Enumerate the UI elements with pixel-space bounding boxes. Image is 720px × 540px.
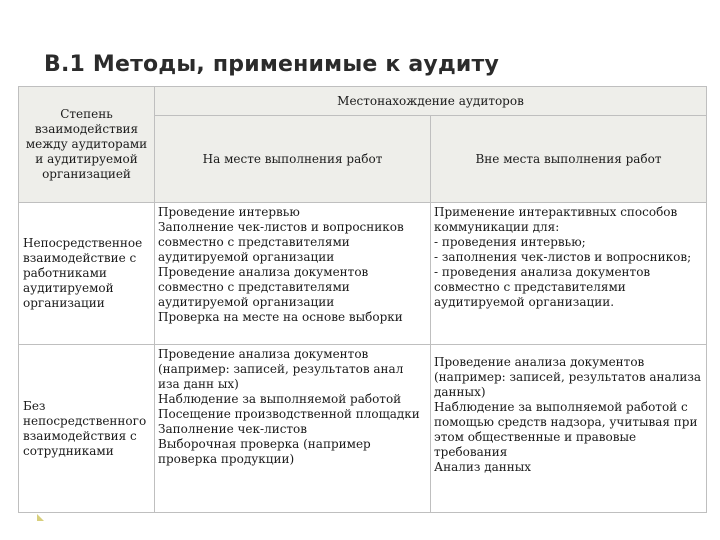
list-item: Проведение анализа документов (например: записей, результатов анал иза данн ых) — [158, 347, 404, 391]
cell-direct-offsite — [431, 203, 707, 345]
list-item: Наблюдение за выполняемой работой с помощью средств надзора, учитывая при этом общественные и правовые требования — [434, 400, 698, 459]
list-item: Применение интерактивных способов коммуникации для: — [434, 205, 678, 234]
location-header-cell — [155, 86, 707, 116]
column-header-offsite — [431, 116, 707, 203]
list-item: Заполнение чек-листов — [158, 422, 308, 436]
row-header-direct-text: Непосредственное взаимодействие с работниками аудитируемой организации — [23, 236, 143, 310]
corner-header-cell — [18, 86, 155, 203]
list-item: Проведение интервью — [158, 205, 300, 219]
list-item: Проведение анализа документов (например: записей, результатов анализа данных) — [434, 355, 702, 399]
column-header-onsite — [155, 116, 431, 203]
column-header-offsite-text: Вне места выполнения работ — [475, 151, 662, 166]
row-header-indirect-text: Без непосредственного взаимодействия с сотрудниками — [23, 398, 147, 458]
cell-direct-onsite — [155, 203, 431, 345]
list-item: Наблюдение за выполняемой работой — [158, 392, 402, 406]
list-item: Заполнение чек-листов и вопросников совместно с представителями аудитируемой организации — [158, 220, 404, 264]
row-header-indirect — [18, 345, 155, 513]
list-item: Проверка на месте на основе выборки — [158, 310, 403, 324]
cell-indirect-onsite — [155, 345, 431, 513]
list-item: - проведения интервью; — [434, 235, 586, 249]
list-item: Посещение производственной площадки — [158, 407, 420, 421]
list-item: - проведения анализа документов совместно с представителями аудитируемой организации. — [434, 265, 651, 309]
list-item: Выборочная проверка (например проверка продукции) — [158, 437, 371, 466]
corner-header-text: Степень взаимодействия между аудиторами и аудитируемой организацией — [25, 107, 148, 181]
list-item: - заполнения чек-листов и вопросников; — [434, 250, 692, 264]
list-item: Анализ данных — [434, 460, 532, 474]
audit-methods-table — [18, 86, 707, 513]
cell-indirect-offsite — [431, 345, 707, 513]
location-header-text: Местонахождение аудиторов — [337, 94, 524, 108]
page-title: В.1 Методы, применимые к аудиту — [44, 52, 500, 77]
corner-accent-triangle — [37, 514, 44, 521]
list-item: Проведение анализа документов совместно с представителями аудитируемой организации — [158, 265, 369, 309]
row-header-direct — [18, 203, 155, 345]
column-header-onsite-text: На месте выполнения работ — [202, 151, 383, 166]
